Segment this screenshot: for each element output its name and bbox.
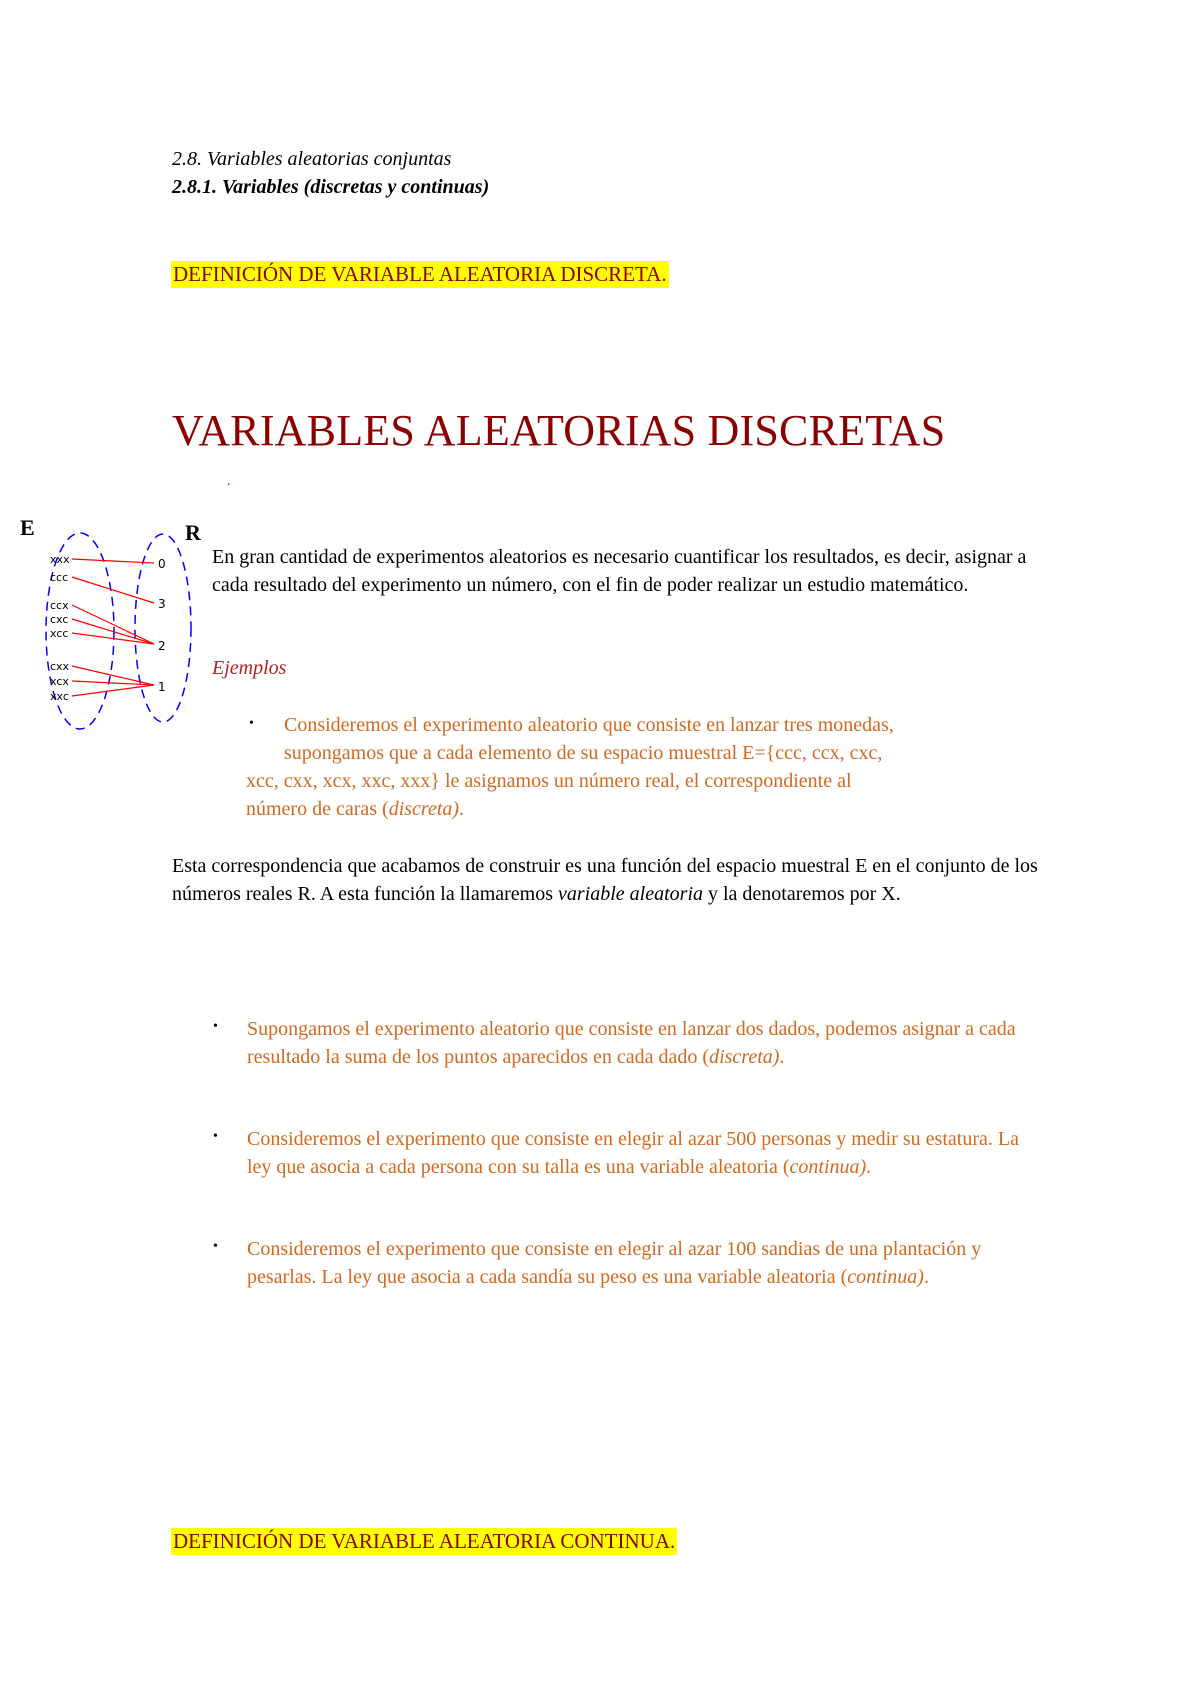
list-item-text: Consideremos el experimento que consiste en elegir al azar 100 sandias de una plantación y pesarlas. La ley que asocia a cada sandía su peso es una variable aleatoria (continua).	[247, 1238, 982, 1288]
mapping-arrow	[72, 619, 154, 644]
value-label: 1	[158, 680, 166, 694]
definition-discrete-heading: DEFINICIÓN DE VARIABLE ALEATORIA DISCRETA.	[173, 262, 667, 286]
list-item	[205, 1235, 1055, 1325]
definition-continuous-heading: DEFINICIÓN DE VARIABLE ALEATORIA CONTINUA.	[173, 1529, 676, 1553]
examples-label: Ejemplos	[212, 657, 287, 679]
list-item	[205, 1125, 1055, 1215]
mapping-arrow	[72, 559, 154, 563]
mapping-diagram	[20, 513, 210, 733]
outcome-label: cxc	[50, 613, 69, 626]
intro-paragraph: En gran cantidad de experimentos aleatorios es necesario cuantificar los resultados, es decir, asignar a cada resultado del experimento un número, con el fin de poder realizar un estudio matemático.	[212, 546, 1027, 596]
correspondence-paragraph: Esta correspondencia que acabamos de construir es una función del espacio muestral E en el conjunto de los números reales R. A esta función la llamaremos variable aleatoria y la denotaremos por X.	[172, 855, 1038, 905]
outcome-label: xxx	[50, 553, 70, 566]
decorative-dot: .	[227, 474, 231, 489]
diagram-label-e: E	[20, 515, 35, 540]
example-coins-line-3: xcc, cxx, xcx, xxc, xxx} le asignamos un número real, el correspondiente al	[246, 770, 852, 792]
bullet-icon: •	[249, 716, 254, 731]
example-coins-line-2: supongamos que a cada elemento de su espacio muestral E={ccc, ccx, cxc,	[284, 742, 883, 764]
outcome-label: xcc	[50, 627, 69, 640]
subsection-title: 2.8.1. Variables (discretas y continuas)	[172, 176, 490, 198]
page-title: VARIABLES ALEATORIAS DISCRETAS	[172, 406, 946, 455]
example-coins-line-1: Consideremos el experimento aleatorio que consiste en lanzar tres monedas,	[284, 714, 894, 736]
list-item	[205, 1015, 1055, 1105]
outcome-label: xcx	[50, 675, 69, 688]
outcome-label: xxc	[50, 690, 69, 703]
diagram-label-r: R	[185, 520, 201, 545]
outcome-label: ccx	[50, 599, 69, 612]
bullet-icon: •	[213, 1239, 218, 1254]
outcome-label: ccc	[50, 571, 69, 584]
bullet-icon: •	[213, 1129, 218, 1144]
list-item-text: Supongamos el experimento aleatorio que consiste en lanzar dos dados, podemos asignar a cada resultado la suma de los puntos aparecidos en cada dado (discreta).	[247, 1018, 1016, 1068]
value-label: 3	[158, 597, 166, 611]
example-coins	[246, 711, 1056, 823]
bullet-icon: •	[213, 1019, 218, 1034]
value-label: 0	[158, 557, 166, 571]
list-item-text: Consideremos el experimento que consiste en elegir al azar 500 personas y medir su estatura. La ley que asocia a cada persona con su talla es una variable aleatoria (continua).	[247, 1128, 1019, 1178]
section-title: 2.8. Variables aleatorias conjuntas	[172, 148, 452, 170]
mapping-arrow	[72, 577, 154, 603]
example-coins-line-4: número de caras (discreta).	[246, 798, 465, 820]
outcome-label: cxx	[50, 660, 70, 673]
value-label: 2	[158, 639, 166, 653]
